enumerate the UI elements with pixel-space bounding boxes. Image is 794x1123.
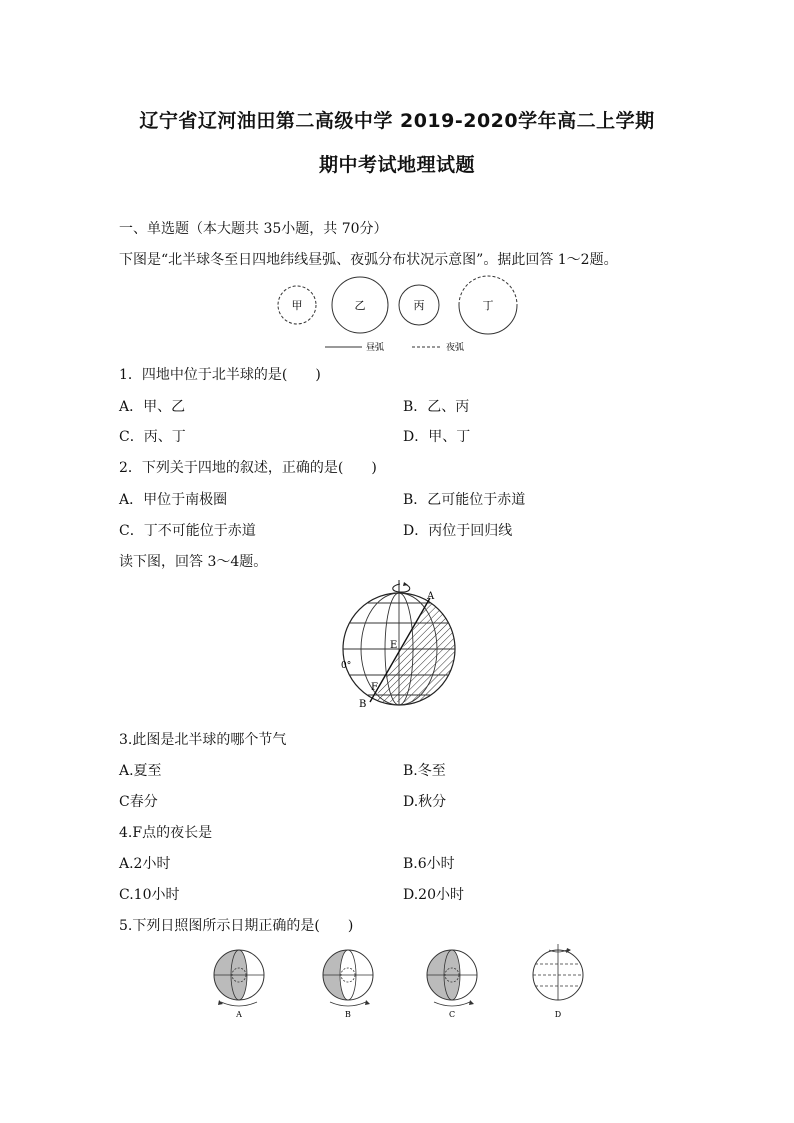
- question-3-option-c: C春分: [119, 794, 158, 810]
- label-point-b: B: [359, 699, 367, 710]
- question-2-option-b: B．乙可能位于赤道: [403, 492, 526, 508]
- rotation-arrow-icon: [393, 584, 410, 592]
- title-line-1: 辽宁省辽河油田第二高级中学 2019-2020学年高二上学期: [139, 110, 655, 132]
- question-1-option-c: C．丙、丁: [119, 429, 186, 445]
- label-zero-meridian: 0°: [341, 661, 352, 671]
- circle-label-jia: 甲: [291, 299, 303, 312]
- label-point-e: E: [390, 640, 398, 651]
- diagram-label-c: C: [448, 1010, 456, 1019]
- sunlight-diagram-c: [427, 950, 477, 1019]
- question-4-option-d: D.20小时: [403, 887, 464, 903]
- question-4-option-a: A.2小时: [119, 856, 171, 872]
- question-2-stem: 2．下列关于四地的叙述，正确的是( ): [119, 460, 377, 476]
- diagram-label-b: B: [345, 1010, 351, 1019]
- question-4-stem: 4.F点的夜长是: [119, 825, 213, 841]
- sunlight-diagram-d: [533, 944, 583, 1019]
- question-1-option-a: A．甲、乙: [119, 399, 186, 415]
- intro-text-2: 读下图，回答 3～4题。: [119, 554, 268, 570]
- question-3-option-b: B.冬至: [403, 763, 446, 779]
- figure-day-night-arcs: [270, 275, 530, 357]
- circle-label-yi: 乙: [354, 299, 366, 312]
- intro-text-1: 下图是“北半球冬至日四地纬线昼弧、夜弧分布状况示意图”。据此回答 1～2题。: [119, 252, 618, 268]
- question-2-option-c: C．丁不可能位于赤道: [119, 523, 256, 539]
- question-3-stem: 3.此图是北半球的哪个节气: [119, 732, 287, 748]
- question-1-stem: 1．四地中位于北半球的是( ): [119, 367, 321, 383]
- question-1-option-b: B．乙、丙: [403, 399, 470, 415]
- figure-globe-illumination: [330, 578, 470, 712]
- title-line-2: 期中考试地理试题: [318, 154, 475, 176]
- question-3-option-d: D.秋分: [403, 794, 447, 810]
- sunlight-diagram-a: [214, 950, 264, 1019]
- legend-day-label: 昼弧: [366, 343, 385, 353]
- label-point-a: A: [427, 591, 435, 602]
- legend-night-label: 夜弧: [446, 343, 465, 353]
- question-4-option-c: C.10小时: [119, 887, 180, 903]
- question-4-option-b: B.6小时: [403, 856, 455, 872]
- diagram-label-a: A: [236, 1010, 242, 1019]
- figure-sunlight-diagrams: [205, 942, 595, 1022]
- sunlight-diagram-b: [323, 950, 373, 1019]
- circle-label-ding: 丁: [482, 299, 494, 312]
- question-3-option-a: A.夏至: [119, 763, 162, 779]
- label-point-f: F: [371, 682, 378, 693]
- question-5-stem: 5.下列日照图所示日期正确的是( ): [119, 918, 354, 934]
- question-1-option-d: D．甲、丁: [403, 429, 471, 445]
- question-2-option-a: A．甲位于南极圈: [119, 492, 228, 508]
- circle-label-bing: 丙: [413, 299, 425, 312]
- section-heading: 一、单选题（本大题共 35小题，共 70分）: [119, 221, 388, 237]
- question-2-option-d: D．丙位于回归线: [403, 523, 513, 539]
- diagram-label-d: D: [554, 1010, 562, 1019]
